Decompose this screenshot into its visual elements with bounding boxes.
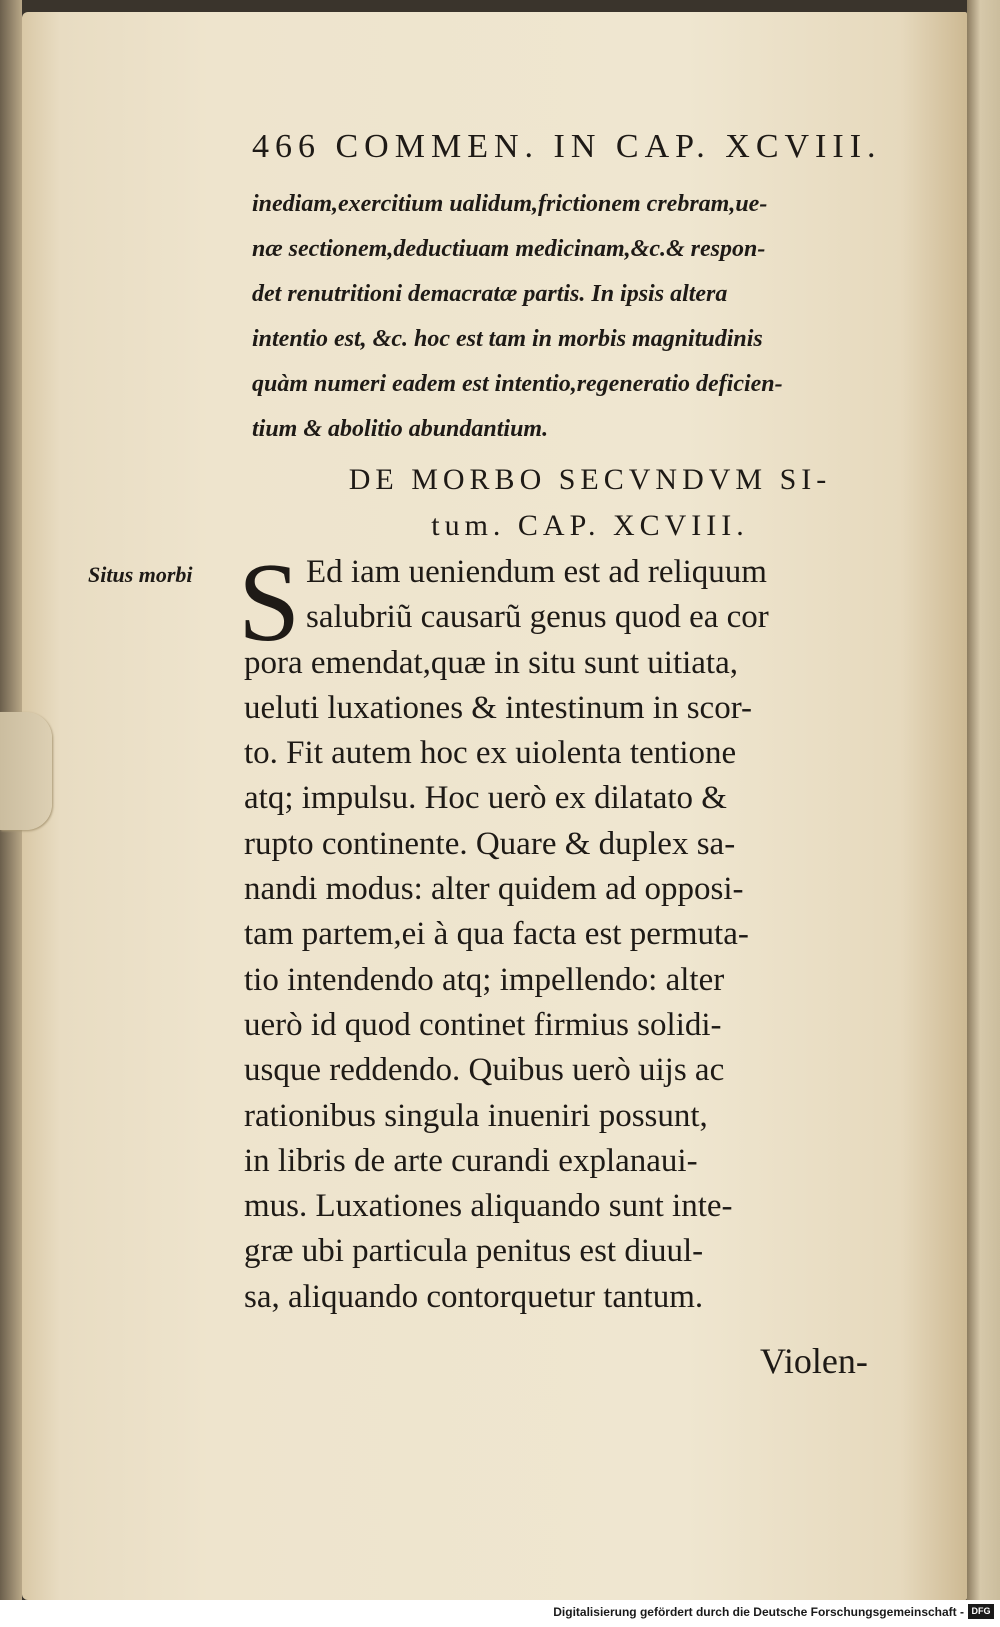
text-line: rationibus singula inueniri possunt, (244, 1097, 708, 1134)
text-line: rupto continente. Quare & duplex sa- (244, 825, 736, 862)
text-line: tium & abolitio abundantium. (252, 416, 549, 442)
text-line: in libris de arte curandi explanaui- (244, 1142, 698, 1179)
text-line: ueluti luxationes & intestinum in scor- (244, 689, 753, 726)
marginal-note: Situs morbi (88, 562, 193, 587)
chapter-title-line: DE MORBO SECVNDVM SI- (348, 463, 832, 496)
text-line: usque reddendo. Quibus uerò uijs ac (244, 1052, 725, 1089)
text-line: græ ubi particula penitus est diuul- (244, 1233, 704, 1270)
funding-credit: Digitalisierung gefördert durch die Deutsche Forschungsgemeinschaft - (553, 1605, 964, 1619)
text-line: pora emendat,quæ in situ sunt uitiata, (244, 644, 739, 681)
text-line: salubriũ causarũ genus quod ea cor (306, 599, 769, 636)
text-line: tio intendendo atq; impellendo: alter (244, 961, 725, 998)
text-line: næ sectionem,deductiuam medicinam,&c.& respon- (252, 236, 766, 262)
text-line: intentio est, &c. hoc est tam in morbis magnitudinis (252, 326, 763, 352)
text-line: Ed iam ueniendum est ad reliquum (306, 554, 767, 590)
chapter-title-line: tum. CAP. XCVIII. (431, 509, 749, 542)
running-header: 466 COMMEN. IN CAP. XCVIII. (252, 128, 882, 165)
text-line: atq; impulsu. Hoc uerò ex dilatato & (244, 780, 727, 817)
text-line: nandi modus: alter quidem ad opposi- (244, 871, 744, 908)
text-line: sa, aliquando contorquetur tantum. (244, 1278, 704, 1315)
text-line: uerò id quod continet firmius solidi- (244, 1006, 722, 1043)
text-line: inediam,exercitium ualidum,frictionem crebram,ue- (252, 191, 768, 217)
main-paragraph (244, 550, 924, 1320)
next-page-edge (967, 0, 1000, 1600)
book-clasp (0, 712, 52, 830)
catchword: Violen- (760, 1341, 868, 1381)
text-line: det renutritioni demacratæ partis. In ipsis altera (252, 281, 728, 307)
dfg-logo: DFG (968, 1604, 994, 1619)
italic-paragraph (252, 182, 912, 452)
chapter-title (250, 457, 930, 549)
text-line: quàm numeri eadem est intentio,regeneratio deficien- (252, 371, 783, 397)
drop-cap: S (238, 541, 301, 665)
text-line: tam partem,ei à qua facta est permuta- (244, 916, 749, 953)
text-line: mus. Luxationes aliquando sunt inte- (244, 1188, 733, 1225)
text-line: to. Fit autem hoc ex uiolenta tentione (244, 735, 737, 772)
